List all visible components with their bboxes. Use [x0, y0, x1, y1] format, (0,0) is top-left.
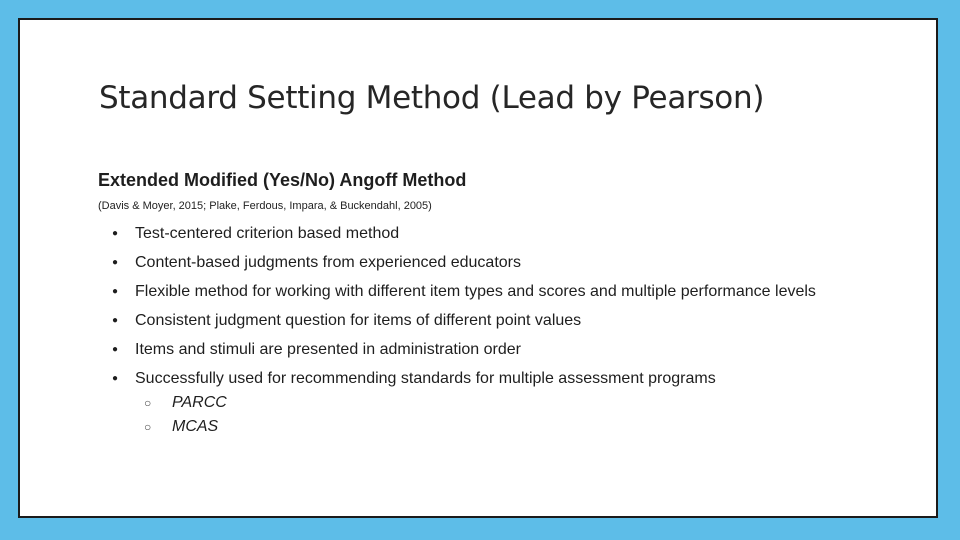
- bullet-item: [108, 282, 868, 301]
- bullet-dot-icon: ●: [112, 286, 119, 297]
- bullet-text: Content-based judgments from experienced educators: [135, 254, 521, 271]
- bullet-text: Test-centered criterion based method: [135, 225, 400, 242]
- bullet-item: [108, 369, 868, 439]
- hollow-circle-icon: ○: [144, 420, 152, 434]
- slide-subtitle: Extended Modified (Yes/No) Angoff Method: [98, 170, 467, 190]
- bullet-list: [108, 224, 868, 449]
- bullet-item: [108, 340, 868, 359]
- bullet-dot-icon: ●: [112, 228, 119, 239]
- bullet-dot-icon: ●: [112, 315, 119, 326]
- bullet-dot-icon: ●: [112, 344, 119, 355]
- sub-bullet-item: [135, 391, 868, 415]
- bullet-dot-icon: ●: [112, 373, 119, 384]
- bullet-dot-icon: ●: [112, 257, 119, 268]
- sub-bullet-item: [135, 415, 868, 439]
- sub-bullet-text: PARCC: [172, 394, 227, 411]
- slide-title: Standard Setting Method (Lead by Pearson): [99, 80, 765, 116]
- bullet-text: Flexible method for working with different item types and scores and multiple performance levels: [135, 283, 816, 300]
- bullet-item: [108, 311, 868, 330]
- bullet-item: [108, 224, 868, 243]
- hollow-circle-icon: ○: [144, 396, 152, 410]
- bullet-text: Successfully used for recommending standards for multiple assessment programs: [135, 370, 716, 387]
- sub-bullet-text: MCAS: [172, 418, 219, 435]
- bullet-text: Items and stimuli are presented in administration order: [135, 341, 521, 358]
- slide: [18, 18, 938, 518]
- sub-bullet-list: [135, 391, 868, 439]
- citation: (Davis & Moyer, 2015; Plake, Ferdous, Impara, & Buckendahl, 2005): [98, 200, 432, 212]
- bullet-text: Consistent judgment question for items of different point values: [135, 312, 582, 329]
- bullet-item: [108, 253, 868, 272]
